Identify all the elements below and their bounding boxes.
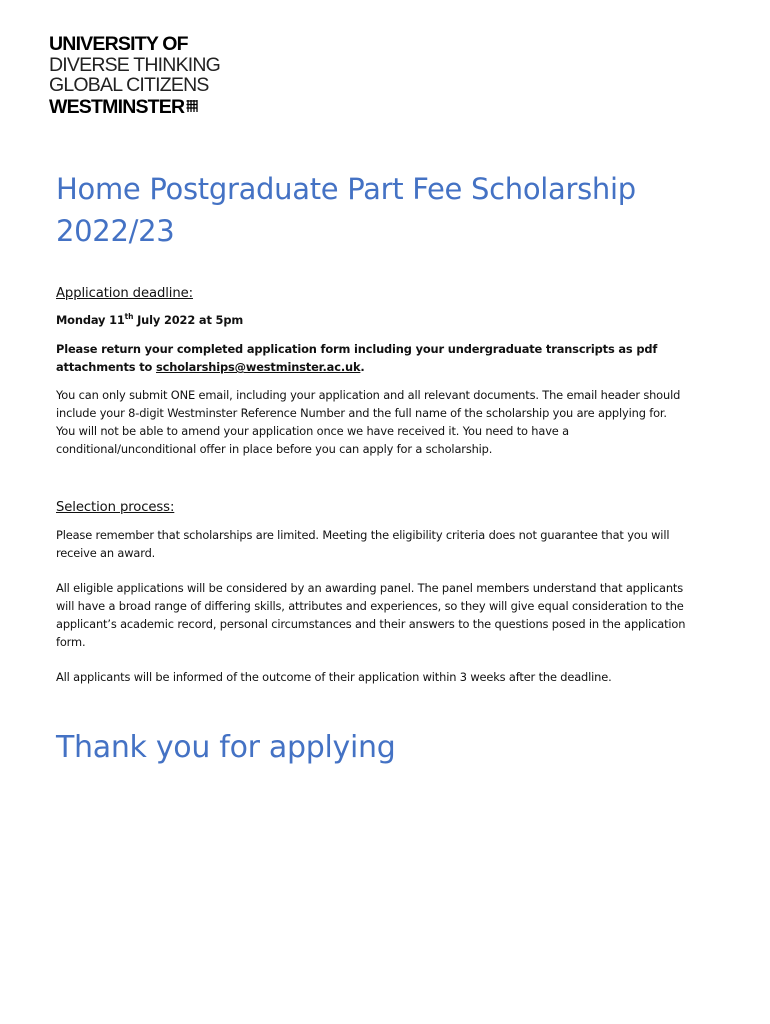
university-logo: [49, 34, 249, 117]
logo-line-3: GLOBAL CITIZENS: [49, 74, 209, 96]
portcullis-icon: [186, 96, 198, 117]
deadline-date-rest: July 2022 at 5pm: [133, 313, 244, 327]
page-title: [56, 168, 716, 252]
return-instructions: [56, 340, 686, 376]
scholarships-email-link[interactable]: scholarships@westminster.ac.uk: [156, 360, 361, 374]
logo-line-4-wrap: [49, 96, 249, 118]
title-line-1: Home Postgraduate Part Fee Scholarship: [56, 172, 636, 206]
return-text: Please return your completed application form including your undergraduate transcripts as pdf attachments to: [56, 342, 658, 374]
selection-heading: Selection process:: [56, 500, 175, 515]
selection-para-2: All eligible applications will be considered by an awarding panel. The panel members understand that applicants will have a broad range of differing skills, attributes and experiences, so they will give equal consideration to the applicant’s academic record, personal circumstances and their answers to the questions posed in the application form.: [56, 581, 686, 649]
title-line-2: 2022/23: [56, 214, 175, 248]
deadline-date-day: Monday 11: [56, 313, 125, 327]
closing-message: Thank you for applying: [56, 730, 396, 765]
deadline-heading: Application deadline:: [56, 286, 193, 301]
submission-info: You can only submit ONE email, including your application and all relevant documents. The email header should include your 8-digit Westminster Reference Number and the full name of the scholarship you are applying for. You will not be able to amend your application once we have received it. You need to have a conditional/unconditional offer in place before you can apply for a scholarship.: [56, 388, 681, 456]
logo-line-2: DIVERSE THINKING: [49, 53, 221, 76]
deadline-section: [56, 286, 686, 458]
logo-line-4: WESTMINSTER: [49, 95, 185, 118]
selection-para-3: All applicants will be informed of the outcome of their application within 3 weeks after the deadline.: [56, 670, 612, 684]
return-end: .: [360, 360, 365, 374]
logo-line-1: UNIVERSITY OF: [49, 33, 188, 55]
deadline-date-suffix: th: [124, 312, 134, 322]
selection-para-1: Please remember that scholarships are limited. Meeting the eligibility criteria does not guarantee that you will receive an award.: [56, 528, 670, 560]
selection-section: [56, 500, 686, 686]
deadline-date: [56, 311, 686, 329]
